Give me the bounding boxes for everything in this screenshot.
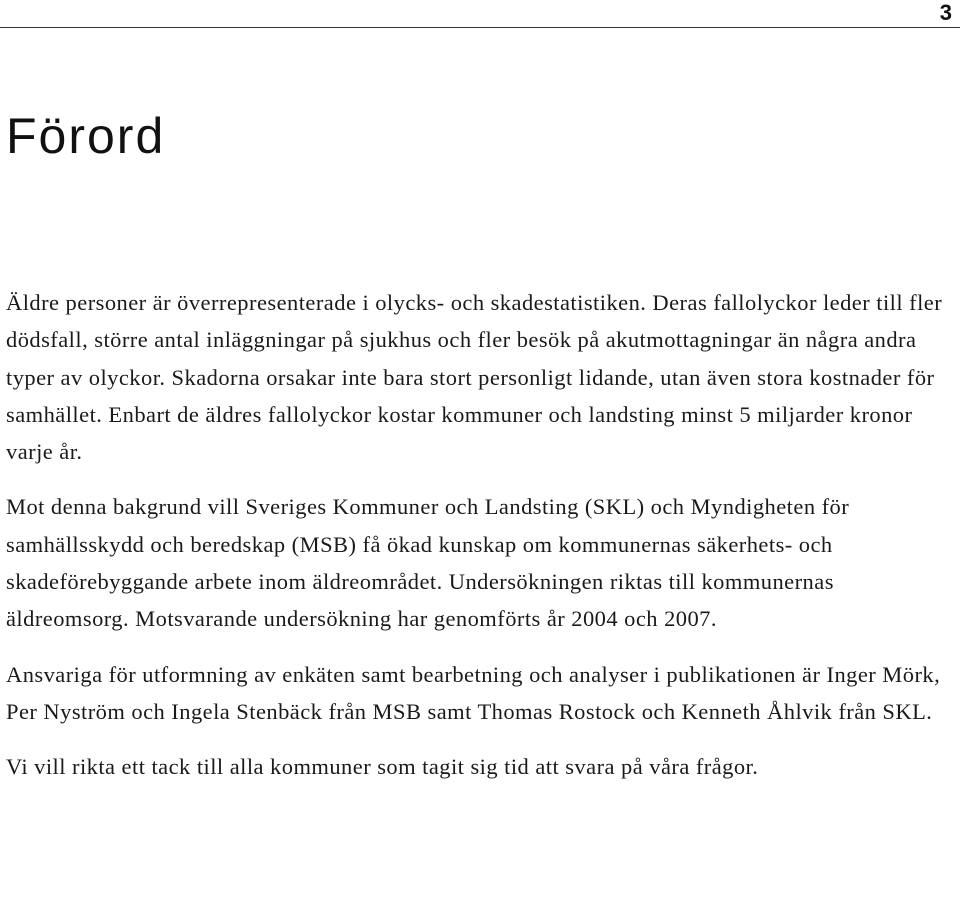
page-number: 3 (939, 0, 952, 25)
header-rule (0, 27, 960, 28)
paragraph-responsible: Ansvariga för utformning av enkäten samt bearbetning och analyser i publikationen är Inger Mörk, Per Nyström och Ingela Stenbäck från MSB samt Thomas Rostock och Kenneth Åhlvik från SKL. (6, 661, 941, 724)
paragraph-background: Mot denna bakgrund vill Sveriges Kommuner och Landsting (SKL) och Myndigheten för samhällsskydd och beredskap (MSB) få ökad kunskap om kommunernas säkerhets- och skadeförebyggande arbete inom äldreområdet. Undersökningen riktas till kommunernas äldreomsorg. Motsvarande undersökning har genomförts år 2004 och 2007. (6, 494, 850, 632)
paragraph-intro: Äldre personer är överrepresenterade i olycks- och skadestatistiken. Deras fallolyckor leder till fler dödsfall, större antal inläggningar på sjukhus och fler besök på akutmottagningar än några andra typer av olyckor. Skadorna orsakar inte bara stort personligt lidande, utan även stora kostnader för samhället. Enbart de äldres fallolyckor kostar kommuner och landsting minst 5 miljarder kronor varje år. (6, 290, 943, 465)
paragraph-thanks: Vi vill rikta ett tack till alla kommuner som tagit sig tid att svara på våra frågor. (6, 754, 759, 780)
body-text (6, 284, 954, 786)
page-title: Förord (6, 108, 166, 164)
